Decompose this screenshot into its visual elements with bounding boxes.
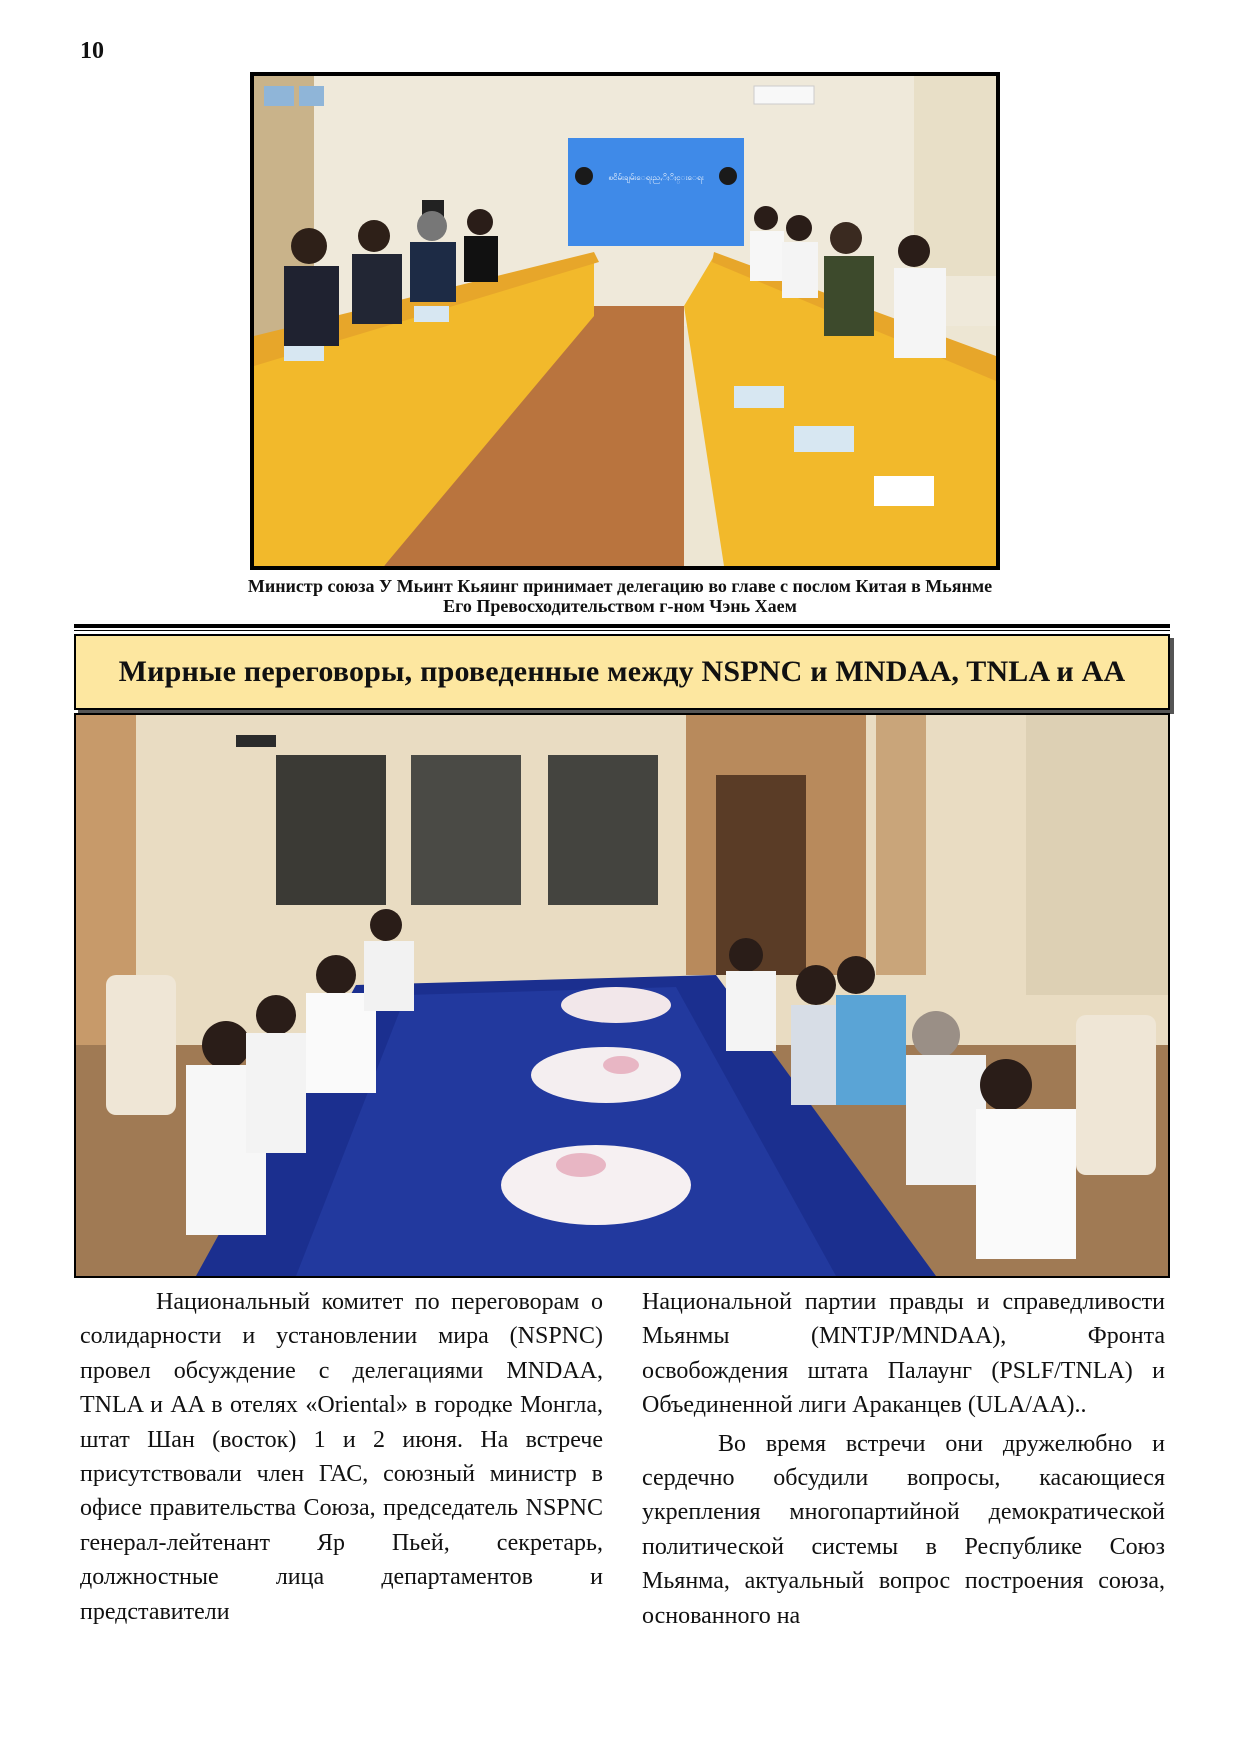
article-headline: Мирные переговоры, проведенные между NSPNC и MNDAA, TNLA и AA <box>74 634 1170 710</box>
article-column-right <box>642 1285 1165 1637</box>
meeting-photo-ambassador <box>250 72 1000 570</box>
article-paragraph-1-continued: Национальной партии правды и справедливости Мьянмы (MNTJP/MNDAA), Фронта освобождения штата Палаунг (PSLF/TNLA) и Объединенной лиги Араканцев (ULA/AA).. <box>642 1289 1165 1419</box>
photo-caption <box>150 576 1090 616</box>
section-divider <box>74 624 1170 628</box>
screen-banner-text: ၿငိမ်းချမ်းေရးညႇိႏိႈင္းေရး <box>608 173 704 182</box>
page-number: 10 <box>80 38 104 64</box>
section-divider-thin <box>74 630 1170 631</box>
article-column-left <box>80 1285 603 1633</box>
article-paragraph-2: Во время встречи они дружелюбно и сердечно обсудили вопросы, касающиеся укрепления многопартийной демократической политической системы в Республике Союз Мьянма, актуальный вопрос построения союза, основанного на <box>642 1430 1165 1629</box>
caption-line-1: Министр союза У Мьинт Кьяинг принимает делегацию во главе с послом Китая в Мьянме <box>247 576 993 596</box>
peace-talks-photo <box>74 713 1170 1278</box>
article-paragraph-1: Национальный комитет по переговорам о солидарности и установлении мира (NSPNC) провел обсуждение с делегациями MNDAA, TNLA и AA в отелях «Oriental» в городке Монгла, штат Шан (восток) 1 и 2 июня. На встрече присутствовали член ГАС, союзный министр в офисе правительства Союза, председатель NSPNC генерал-лейтенант Яр Пьей, секретарь, должностные лица департаментов и представители <box>80 1289 603 1625</box>
caption-line-2: Его Превосходительством г-ном Чэнь Хаем <box>443 596 797 616</box>
